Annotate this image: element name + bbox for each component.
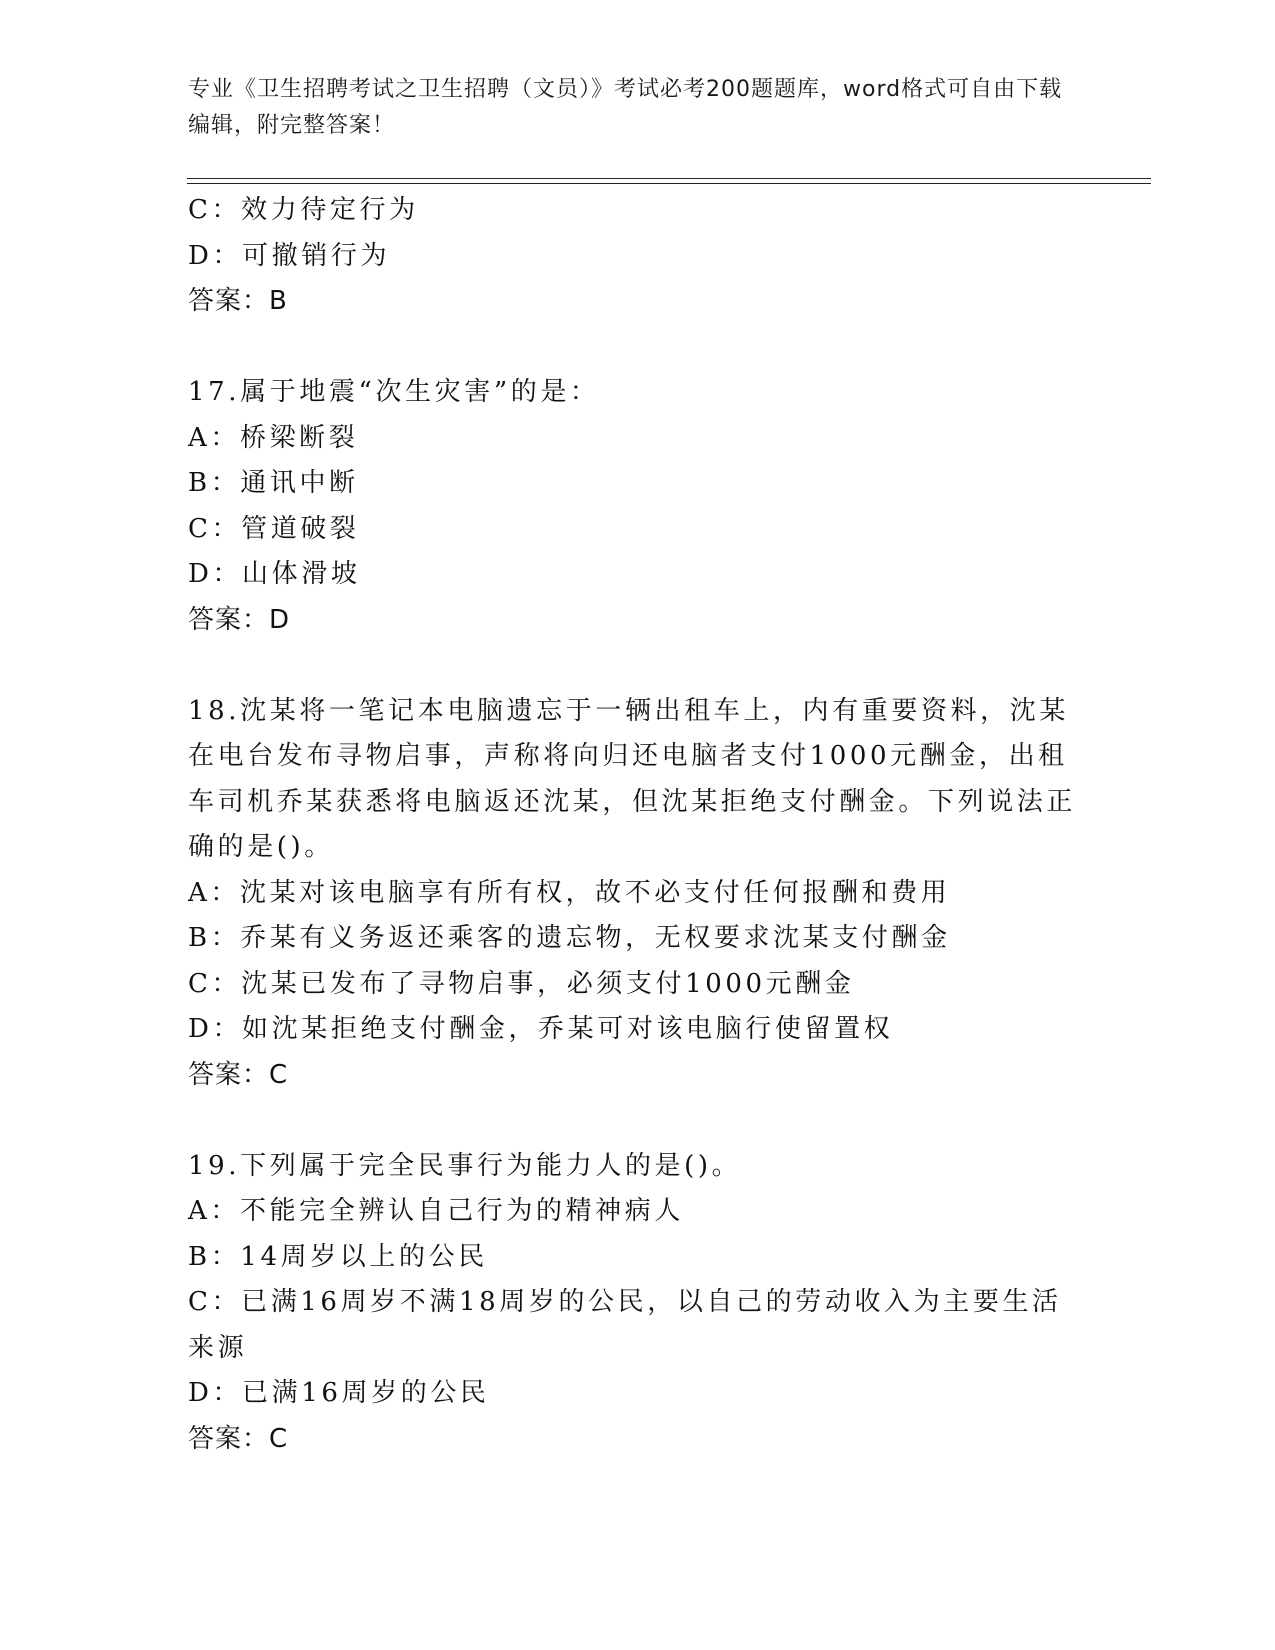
option-c: C：效力待定行为 (188, 195, 419, 225)
option-a: A：沈某对该电脑享有所有权，故不必支付任何报酬和费用 (188, 877, 951, 908)
option-d: D：已满16周岁的公民 (188, 1378, 490, 1408)
option-a: A：不能完全辨认自己行为的精神病人 (188, 1196, 684, 1226)
question-list (188, 188, 1088, 1462)
option-b: B：14周岁以上的公民 (188, 1241, 488, 1272)
question-stem: 19.下列属于完全民事行为能力人的是()。 (188, 1150, 742, 1181)
option-c: C：沈某已发布了寻物启事，必须支付1000元酬金 (188, 968, 855, 999)
option-d: D：山体滑坡 (188, 559, 361, 589)
header-rule-top (187, 178, 1151, 179)
question-stem: 17.属于地震“次生灾害”的是： (188, 377, 600, 407)
option-c: C：已满16周岁不满18周岁的公民，以自己的劳动收入为主要生活来源 (188, 1287, 1062, 1363)
document-header: 专业《卫生招聘考试之卫生招聘（文员）》考试必考200题题库，word格式可自由下载编辑，附完整答案！ (188, 77, 1063, 138)
option-b: B：通讯中断 (188, 468, 359, 498)
answer: 答案：B (188, 286, 288, 316)
answer: 答案：D (188, 604, 291, 635)
answer: 答案：C (188, 1423, 289, 1454)
option-d: D：如沈某拒绝支付酬金，乔某可对该电脑行使留置权 (188, 1014, 894, 1044)
question-19 (188, 1144, 1088, 1463)
question-18 (188, 689, 1088, 1099)
option-a: A：桥梁断裂 (188, 422, 359, 453)
option-c: C：管道破裂 (188, 513, 360, 544)
option-d: D：可撤销行为 (188, 240, 391, 271)
answer: 答案：C (188, 1059, 289, 1090)
header-rule-bottom (187, 183, 1151, 184)
question-16-tail (188, 188, 1088, 325)
question-stem: 18.沈某将一笔记本电脑遗忘于一辆出租车上，内有重要资料，沈某在电台发布寻物启事，声称将向归还电脑者支付1000元酬金，出租车司机乔某获悉将电脑返还沈某，但沈某拒绝支付酬金。下列说法正确的是()。 (188, 695, 1077, 862)
option-b: B：乔某有义务返还乘客的遗忘物，无权要求沈某支付酬金 (188, 923, 951, 953)
question-17 (188, 370, 1088, 643)
